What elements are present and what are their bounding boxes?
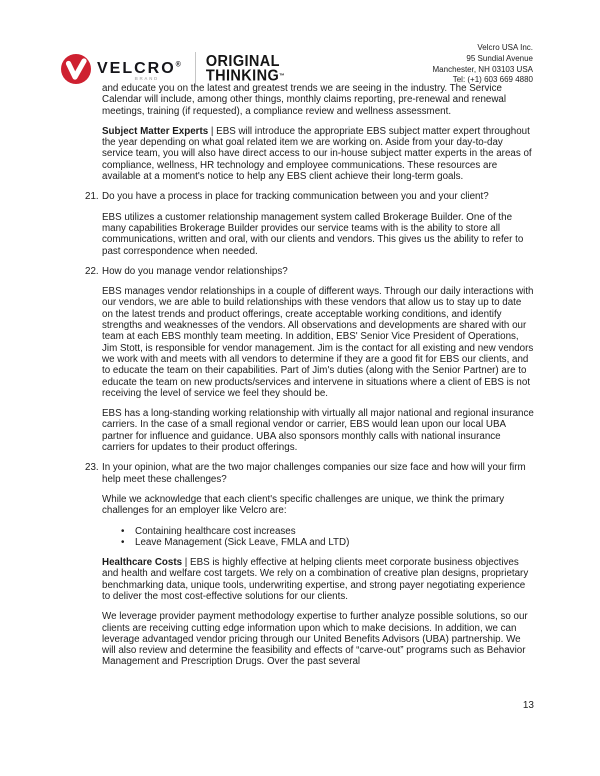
- subject-matter-paragraph: [102, 126, 534, 182]
- brand-name: VELCRO: [97, 60, 176, 77]
- answer-22-paragraph-2: EBS has a long-standing working relationship with virtually all major national and regional insurance carriers. In the case of a small regional vendor or carrier, EBS would lean upon our local UBA partner for influence and guidance. UBA also sponsors monthly calls with national insurance carriers for updates to their product offerings.: [102, 408, 534, 454]
- question-21-number: 21.: [85, 191, 99, 203]
- company-address: [433, 43, 534, 86]
- intro-paragraph: and educate you on the latest and greatest trends we are seeing in the industry. The Service Calendar will include, among other things, monthly claims reporting, pre-renewal and renewal meetings, training (if requested), a compliance review and wellness assessment.: [102, 83, 507, 117]
- logo-divider: [195, 52, 196, 86]
- tagline-line2: THINKING: [205, 66, 280, 84]
- question-21: [85, 191, 534, 202]
- registered-mark: ®: [175, 61, 181, 69]
- velcro-v-circle-icon: [61, 54, 91, 84]
- answer-22-paragraph-1: EBS manages vendor relationships in a couple of different ways. Through our daily interactions with our vendors, we are able to build relationships with these vendors that allow us to stay up to date on the latest trends and product offerings, create acceptable working conditions, and identify strengths and weaknesses of the vendors. All observations and developments are shared with our team at each EBS monthly team meeting. In addition, EBS' Senior Vice President of Operations, Jim Stott, is responsible for vendor management. Jim is the contact for all existing and new vendors we work with and meets with all vendors to determine if they are a good fit for EBS our clients, and to educate the team on their capabilities. Part of Jim's duties (along with the Senior Partner) are to educate the team on new products/services and intervene in situations where a client of EBS is not receiving the level of service we feel they should be.: [102, 286, 534, 399]
- question-23-number: 23.: [85, 462, 99, 474]
- question-23-text: In your opinion, what are the two major challenges companies our size face and how will your firm help meet these challenges?: [102, 462, 526, 485]
- brand-wordmark: [97, 60, 181, 81]
- closing-paragraph: We leverage provider payment methodology expertise to further analyze possible solutions, so our clients are receiving cutting edge information upon which to make decisions. In addition, we can leverage advantaged vendor pricing through our United Benefits Advisors (UBA) partnership. We will also review and determine the feasibility and effects of “carve-out” programs such as Behavior Management and Prescription Drugs. Over the past several: [102, 611, 528, 668]
- address-street: 95 Sundial Avenue: [466, 53, 533, 63]
- question-22-number: 22.: [85, 265, 99, 277]
- answer-23-intro-paragraph: While we acknowledge that each client's specific challenges are unique, we think the primary challenges for an employer like Velcro are:: [102, 493, 505, 517]
- bullet-item-text: Leave Management (Sick Leave, FMLA and LTD): [135, 536, 350, 548]
- challenges-bullet-list: [119, 526, 534, 549]
- address-company: Velcro USA Inc.: [477, 43, 533, 52]
- bullet-icon: •: [121, 525, 125, 537]
- answer-21-paragraph: EBS utilizes a customer relationship management system called Brokerage Builder. One of the many capabilities Brokerage Builder provides our service teams with is the ability to store all communications, written and oral, with our clients and vendors. This gives us the ability to refer to past correspondence when needed.: [102, 211, 524, 257]
- address-phone: Tel: (+1) 603 669 4880: [452, 75, 533, 85]
- question-22-text: How do you manage vendor relationships?: [102, 265, 288, 277]
- tagline-wordmark: [205, 52, 285, 84]
- document-body: [85, 83, 534, 677]
- trademark-mark: ™: [279, 72, 285, 79]
- bullet-icon: •: [121, 536, 125, 548]
- bullet-item: [119, 526, 534, 537]
- healthcare-costs-lead: Healthcare Costs: [102, 557, 183, 569]
- question-21-text: Do you have a process in place for tracking communication between you and your client?: [102, 191, 489, 203]
- brand-sub-label: BRAND: [134, 76, 159, 81]
- question-22: [85, 266, 534, 277]
- healthcare-costs-paragraph: [102, 557, 534, 602]
- address-city: Manchester, NH 03103 USA: [432, 64, 533, 74]
- bullet-item-text: Containing healthcare cost increases: [135, 525, 296, 537]
- question-23: [85, 462, 534, 485]
- healthcare-costs-text: | EBS is highly effective at helping clients meet corporate business objectives and health and welfare cost targets. We rely on a combination of creative plan designs, proprietary benchmarking data, unique tools, underwriting expertise, and strong payer negotiating experience to deliver the most cost-effective solutions for our clients.: [102, 557, 529, 602]
- subject-matter-lead: Subject Matter Experts: [102, 125, 209, 137]
- bullet-item: [119, 537, 534, 548]
- page-number: 13: [522, 700, 534, 711]
- velcro-logo: [61, 52, 285, 86]
- subject-matter-text: | EBS will introduce the appropriate EBS subject matter expert throughout the year depending on what goal related item we are working on. Aside from your day-to-day service team, you will also have direct access to our in-house subject matter experts in the areas of compliance, wellness, HR technology and employee communications. These resources are available at a moment's notice to help any EBS client achieve their long-term goals.: [102, 125, 532, 183]
- tagline-line1: ORIGINAL: [205, 52, 280, 70]
